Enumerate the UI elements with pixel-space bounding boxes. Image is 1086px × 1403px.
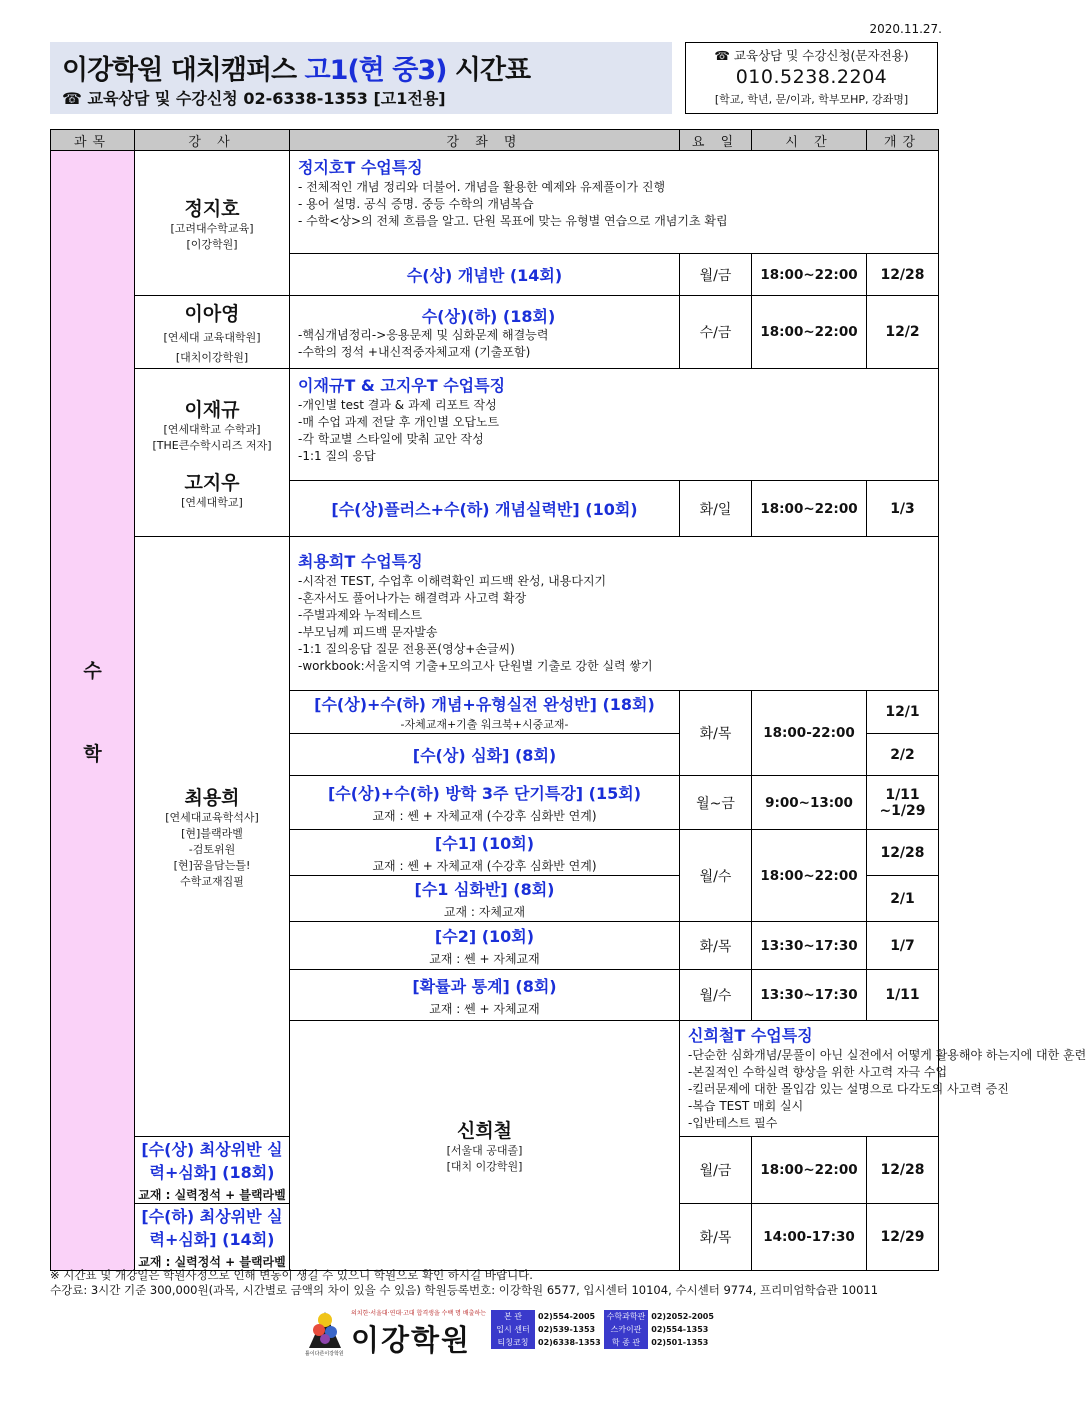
branch-phone: 02)501-1353 xyxy=(651,1338,709,1347)
course-name: [수(상)플러스+수(하) 개념실력반] (10회) xyxy=(331,500,638,519)
course-detail: 교재 : 자체교재 xyxy=(443,905,526,919)
course-cell xyxy=(135,1137,290,1204)
teacher-name: 최용희 xyxy=(184,787,240,809)
teacher-name: 이재규 xyxy=(184,398,240,421)
course-cell xyxy=(290,970,680,1021)
course-name: [수(상)+수(하) 방학 3주 단기특강] (15회) xyxy=(327,784,642,803)
course-time: 18:00-22:00 xyxy=(752,691,867,776)
feature-line: -본질적인 수학실력 향상을 위한 사고력 자극 수업 xyxy=(688,1065,948,1079)
teacher-info: [이강학원] xyxy=(186,237,238,251)
teacher-info: [THE큰수학시리즈 저자] xyxy=(152,438,272,452)
teacher-info: 수학교재집필 xyxy=(180,875,244,888)
course-name: [수2] (10회) xyxy=(434,927,535,946)
feature-line: -매 수업 과제 전달 후 개인별 오답노트 xyxy=(298,415,500,429)
feature-line: -주별과제와 누적테스트 xyxy=(298,608,423,622)
features-title: 이재규T & 고지우T 수업특징 xyxy=(298,376,506,395)
col-header-start: 개강 xyxy=(867,130,939,151)
branch-row xyxy=(491,1310,717,1323)
subject-char-1: 수 xyxy=(83,659,102,682)
table-row xyxy=(51,369,939,481)
col-header-day: 요 일 xyxy=(680,130,752,151)
course-day: 월/수 xyxy=(680,830,752,922)
course-name: [수(상) 심화] (8회) xyxy=(412,746,557,765)
course-cell xyxy=(290,481,680,537)
course-name: 수(상) 개념반 (14회) xyxy=(406,266,563,285)
teacher-info: [연세대교육학석사] xyxy=(165,811,259,824)
feature-line: -입반테스트 필수 xyxy=(688,1116,778,1130)
teacher-info: [연세대학교 수학과] xyxy=(163,422,261,436)
course-detail: 교재 : 실력정석 + 블랙라벨 xyxy=(138,1188,286,1202)
course-start: 2/1 xyxy=(867,876,939,922)
branch-name: 스카이관 xyxy=(604,1323,649,1336)
teacher-info: -검토위원 xyxy=(188,843,236,856)
features-title: 최용희T 수업특징 xyxy=(298,552,423,571)
branch-name: 입시 센터 xyxy=(491,1323,535,1336)
course-time: 18:00~22:00 xyxy=(752,1137,867,1204)
course-day: 월/금 xyxy=(680,254,752,296)
teacher-name: 이아영 xyxy=(184,302,240,325)
course-day: 화/일 xyxy=(680,481,752,537)
course-detail: 교재 : 쎈 + 자체교재 xyxy=(429,1001,540,1016)
course-cell xyxy=(290,296,680,369)
course-name: [수(하) 최상위반 실력+심화] (14회) xyxy=(141,1207,283,1249)
teacher-info: [대치 이강학원] xyxy=(446,1160,523,1173)
course-end-date: ~1/29 xyxy=(879,802,926,819)
logo-emblem-icon xyxy=(305,1308,345,1354)
col-header-course: 강 좌 명 xyxy=(290,130,680,151)
logo-tagline: 의치한·서울대·연대·고대 합격생을 수백 명 배출하는 xyxy=(351,1310,487,1317)
branch-name: 티칭코칭 xyxy=(491,1336,535,1349)
teacher-info: [연세대 교육대학원] xyxy=(163,330,261,344)
feature-line: - 전체적인 개념 정리와 더불어. 개념을 활용한 예제와 유제풀이가 진행 xyxy=(298,180,666,194)
branch-name: 수학과학관 xyxy=(604,1310,649,1323)
course-day: 월/금 xyxy=(680,1137,752,1204)
page-title xyxy=(62,48,530,87)
feature-line: -각 학교별 스타일에 맞춰 교안 작성 xyxy=(298,432,484,446)
table-row xyxy=(51,296,939,369)
subject-char-2: 학 xyxy=(83,742,102,765)
teacher-name: 고지우 xyxy=(184,471,240,494)
feature-line: -부모님께 피드백 문자발송 xyxy=(298,625,438,639)
course-day: 수/금 xyxy=(680,296,752,369)
course-time: 18:00~22:00 xyxy=(752,481,867,537)
contact-box xyxy=(685,42,938,114)
notes xyxy=(50,1268,878,1298)
course-detail: 교재 : 쎈 + 자체교재 xyxy=(429,952,540,966)
branch-contacts xyxy=(491,1310,717,1349)
logo-wordmark: 이강학원 xyxy=(351,1323,472,1357)
course-start-date: 1/11 xyxy=(885,786,920,803)
feature-line: -1:1 질의응답 질문 전용폰(영상+손글씨) xyxy=(298,642,515,656)
features-lee-go xyxy=(290,369,939,481)
course-day: 월~금 xyxy=(680,776,752,830)
course-name: [수1 심화반] (8회) xyxy=(414,880,555,899)
course-detail: 교재 : 쎈 + 자체교재 (수강후 심화반 연계) xyxy=(372,809,597,823)
feature-line: -단순한 심화개념/문풀이 아닌 실전에서 어떻게 활용해야 하는지에 대한 훈련 xyxy=(688,1048,1086,1062)
teacher-name: 정지호 xyxy=(184,197,240,220)
features-jung xyxy=(290,151,939,254)
course-start xyxy=(867,776,939,830)
course-start: 12/1 xyxy=(867,691,939,734)
branch-phone: 02)6338-1353 xyxy=(538,1338,601,1347)
fee-text: 수강료: 3시간 기준 300,000원(과목, 시간별로 금액의 차이 있을 수 있음) 학원등록번호: 이강학원 6577, 입시센터 10104, 수시센터 9774, 프리미엄학습관 10011 xyxy=(50,1283,879,1297)
course-name: [수(상) 최상위반 실력+심화] (18회) xyxy=(141,1140,283,1182)
course-cell xyxy=(290,876,680,922)
subject-cell xyxy=(51,151,135,1271)
title-prefix: 이강학원 대치캠퍼스 xyxy=(62,55,305,86)
feature-line: -1:1 질의 응답 xyxy=(298,449,376,463)
course-cell xyxy=(135,1204,290,1271)
course-cell xyxy=(290,734,680,776)
teacher-info: [대치이강학원] xyxy=(175,350,249,364)
course-start: 12/29 xyxy=(867,1204,939,1271)
contact-label: ☎ 교육상담 및 수강신청(문자전용) xyxy=(714,48,909,63)
course-start: 1/3 xyxy=(867,481,939,537)
feature-line: - 수학<상>의 전체 흐름을 알고. 단원 목표에 맞는 유형별 연습으로 개념기초 확립 xyxy=(298,214,728,228)
course-name: [수(상)+수(하) 개념+유형실전 완성반] (18회) xyxy=(314,695,655,714)
teacher-cell-shin xyxy=(290,1021,680,1271)
teacher-cell-lee-ayoung xyxy=(135,296,290,369)
teacher-name: 신희철 xyxy=(456,1120,513,1142)
col-header-time: 시 간 xyxy=(752,130,867,151)
table-row xyxy=(51,151,939,254)
course-cell xyxy=(290,830,680,876)
teacher-info: [연세대학교] xyxy=(181,495,243,509)
features-title: 신희철T 수업특징 xyxy=(688,1026,813,1045)
features-choi xyxy=(290,537,939,691)
course-time: 18:00~22:00 xyxy=(752,254,867,296)
teacher-cell-choi xyxy=(135,537,290,1137)
branch-name: 본 관 xyxy=(491,1310,535,1323)
feature-line: -workbook:서울지역 기출+모의고사 단원별 기출로 강한 실력 쌓기 xyxy=(298,659,653,673)
contact-instructions: [학교, 학년, 문/이과, 학부모HP, 강좌명] xyxy=(714,93,909,106)
course-detail: 교재 : 실력정석 + 블랙라벨 xyxy=(138,1255,286,1269)
course-start: 12/28 xyxy=(867,830,939,876)
course-start: 12/28 xyxy=(867,1137,939,1204)
course-time: 18:00~22:00 xyxy=(752,830,867,922)
course-detail: -핵심개념정리->응용문제 및 심화문제 해결능력 xyxy=(298,327,549,342)
course-name: 수(상)(하) (18회) xyxy=(421,306,556,326)
course-start: 1/7 xyxy=(867,922,939,970)
page-subtitle: ☎ 교육상담 및 수강신청 02-6338-1353 [고1전용] xyxy=(62,89,446,108)
teacher-info: [현]꿈을담는틀! xyxy=(173,859,251,872)
contact-phone: 010.5238.2204 xyxy=(735,66,888,88)
academy-logo xyxy=(305,1306,495,1356)
teacher-info: [현]블랙라벨 xyxy=(181,827,243,840)
course-time: 13:30~17:30 xyxy=(752,970,867,1021)
course-detail: 교재 : 쎈 + 자체교재 (수강후 심화반 연계) xyxy=(372,859,597,873)
notice-text: ※ 시간표 및 개강일은 학원사정으로 인해 변동이 생길 수 있으니 학원으로 확인 하시길 바랍니다. xyxy=(50,1268,533,1282)
course-cell xyxy=(290,776,680,830)
course-time: 13:30~17:30 xyxy=(752,922,867,970)
course-time: 14:00-17:30 xyxy=(752,1204,867,1271)
table-row xyxy=(51,537,939,691)
title-highlight: 고1(현 중3) xyxy=(304,55,447,86)
course-start: 12/2 xyxy=(867,296,939,369)
course-cell xyxy=(290,254,680,296)
feature-line: -복습 TEST 매회 실시 xyxy=(688,1099,804,1113)
logo-slogan: 틀이다른이강학원 xyxy=(305,1351,344,1357)
feature-line: - 용어 설명. 공식 증명. 중등 수학의 개념복습 xyxy=(298,197,534,211)
branch-phone: 02)554-2005 xyxy=(538,1312,596,1321)
feature-line: -개인별 test 결과 & 과제 리포트 작성 xyxy=(298,398,497,412)
teacher-info: [서울대 공대졸] xyxy=(446,1144,523,1157)
branch-phone: 02)539-1353 xyxy=(538,1325,596,1334)
col-header-teacher: 강 사 xyxy=(135,130,290,151)
course-cell xyxy=(290,922,680,970)
course-day: 화/목 xyxy=(680,691,752,776)
course-time: 18:00~22:00 xyxy=(752,296,867,369)
course-day: 화/목 xyxy=(680,1204,752,1271)
feature-line: -킬러문제에 대한 몰입감 있는 설명으로 다각도의 사고력 증진 xyxy=(688,1082,1009,1096)
course-start: 2/2 xyxy=(867,734,939,776)
course-detail: -자체교재+기출 워크북+시중교재- xyxy=(400,718,569,731)
title-suffix: 시간표 xyxy=(446,55,531,86)
document-date: 2020.11.27. xyxy=(869,22,942,36)
feature-line: -시작전 TEST, 수업후 이해력확인 피드백 완성, 내용다지기 xyxy=(298,574,607,588)
branch-row xyxy=(491,1336,717,1349)
branch-row xyxy=(491,1323,717,1336)
col-header-subject: 과목 xyxy=(51,130,135,151)
schedule-table xyxy=(50,129,1086,1271)
course-name: [수1] (10회) xyxy=(434,834,535,853)
course-start: 12/28 xyxy=(867,254,939,296)
title-banner xyxy=(50,42,672,114)
features-title: 정지호T 수업특징 xyxy=(298,158,423,177)
branch-name: 학 종 관 xyxy=(604,1336,649,1349)
course-detail: -수학의 정석 +내신적중자체교재 (기출포함) xyxy=(298,344,531,359)
teacher-cell-jung xyxy=(135,151,290,296)
course-name: [확률과 통계] (8회) xyxy=(412,976,557,996)
feature-line: -혼자서도 풀어나가는 해결력과 사고력 확장 xyxy=(298,591,527,605)
teacher-info: [고려대수학교육] xyxy=(170,221,254,235)
course-day: 월/수 xyxy=(680,970,752,1021)
course-cell xyxy=(290,691,680,734)
course-start: 1/11 xyxy=(867,970,939,1021)
course-day: 화/목 xyxy=(680,922,752,970)
course-time: 9:00~13:00 xyxy=(752,776,867,830)
header-row xyxy=(51,130,939,151)
features-shin xyxy=(680,1021,1086,1137)
branch-phone: 02)2052-2005 xyxy=(651,1312,714,1321)
teacher-cell-lee-go xyxy=(135,369,290,537)
branch-phone: 02)554-1353 xyxy=(651,1325,709,1334)
